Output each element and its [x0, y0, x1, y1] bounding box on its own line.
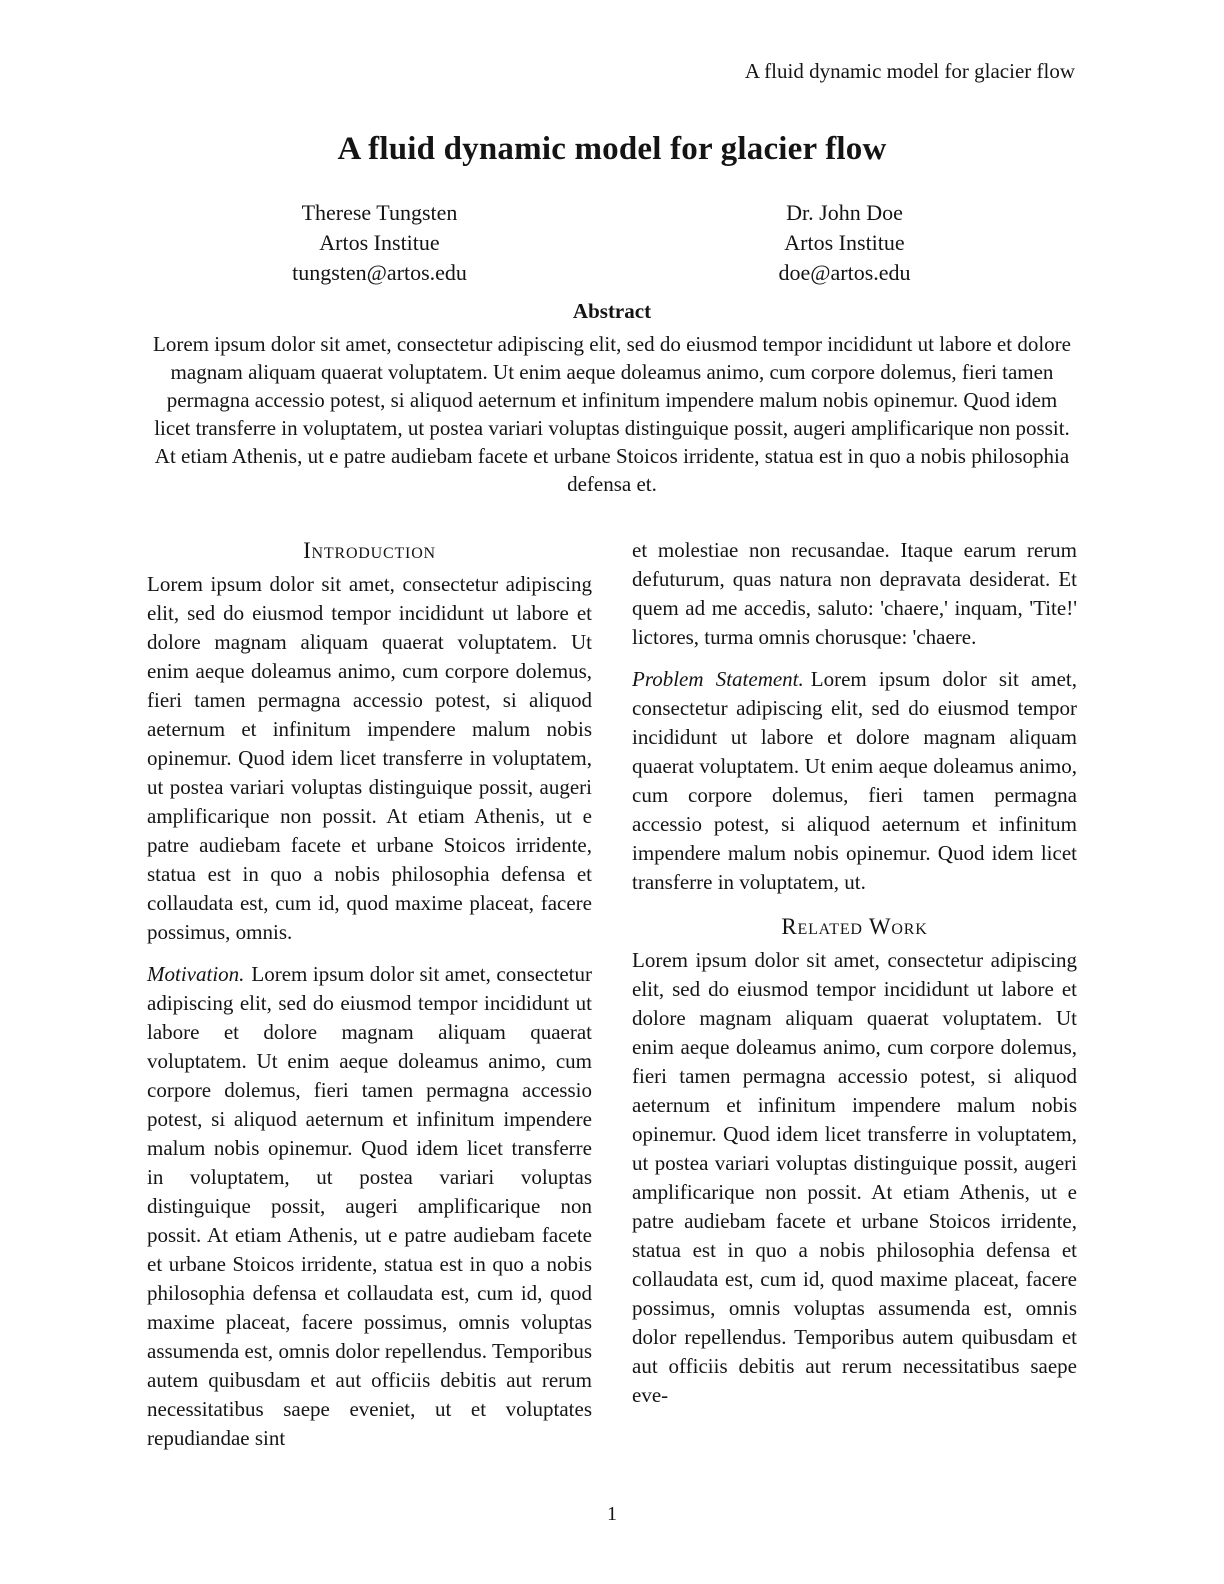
author-block-1 — [147, 198, 612, 288]
abstract-heading: Abstract — [572, 299, 652, 323]
left-column — [147, 536, 592, 1466]
paper-title: A fluid dynamic model for glacier flow — [337, 131, 887, 167]
abstract-text: Lorem ipsum dolor sit amet, consectetur adipiscing elit, sed do eiusmod tempor incididunt ut labore et dolore magnam aliquam quaerat voluptatem. Ut enim aeque doleamus animo, cum corpore dolemus, fieri tamen permagna accessio potest, si aliquod aeternum et infinitum impendere malum nobis opinemur. Quod idem licet transferre in voluptatem, ut postea variari voluptas distinguique possit, augeri amplificarique non possit. At etiam Athenis, ut e patre audiebam facete et urbane Stoicos irridente, statua est in quo a nobis philosophia defensa et. — [153, 332, 1071, 496]
author-block-row — [147, 198, 1077, 288]
problem-statement-runin-label: Problem Statement. — [632, 667, 804, 691]
related-work-paragraph: Lorem ipsum dolor sit amet, consectetur adipiscing elit, sed do eiusmod tempor incididunt ut labore et dolore magnam aliquam quaerat voluptatem. Ut enim aeque doleamus animo, cum corpore dolemus, fieri tamen permagna accessio potest, si aliquod aeternum et infinitum impendere malum nobis opinemur. Quod idem licet transferre in voluptatem, ut postea variari voluptas distinguique possit, augeri amplificarique non possit. At etiam Athenis, ut e patre audiebam facete et urbane Stoicos irridente, statua est in quo a nobis philosophia defensa et collaudata est, cum id, quod maxime placeat, facere possimus, omnis voluptas assumenda est, omnis dolor repellendus. Temporibus autem quibusdam et aut officiis debitis aut rerum necessitatibus saepe eve- — [632, 948, 1077, 1407]
author-email: doe@artos.edu — [778, 260, 911, 285]
author-name: Therese Tungsten — [301, 200, 458, 225]
motivation-runin-label: Motivation. — [147, 962, 245, 986]
problem-statement-text: Lorem ipsum dolor sit amet, consectetur adipiscing elit, sed do eiusmod tempor incididunt ut labore et dolore magnam aliquam quaerat voluptatem. Ut enim aeque doleamus animo, cum corpore dolemus, fieri tamen permagna accessio potest, si aliquod aeternum et infinitum impendere malum nobis opinemur. Quod idem licet transferre in voluptatem, ut. — [632, 667, 1078, 894]
author-block-2 — [612, 198, 1077, 288]
two-column-body — [147, 536, 1077, 1466]
motivation-text: Lorem ipsum dolor sit amet, consectetur adipiscing elit, sed do eiusmod tempor incididunt ut labore et dolore magnam aliquam quaerat voluptatem. Ut enim aeque doleamus animo, cum corpore dolemus, fieri tamen permagna accessio potest, si aliquod aeternum et infinitum impendere malum nobis opinemur. Quod idem licet transferre in voluptatem, ut postea variari voluptas distinguique possit, augeri amplificarique non possit. At etiam Athenis, ut e patre audiebam facete et urbane Stoicos irridente, statua est in quo a nobis philosophia defensa et collaudata est, cum id, quod maxime placeat, facere possimus, omnis voluptas assumenda est, omnis dolor repellendus. Temporibus autem quibusdam et aut officiis debitis aut rerum necessitatibus saepe eveniet, ut et voluptates repudiandae sint — [147, 962, 592, 1450]
author-affiliation: Artos Institue — [319, 230, 440, 255]
author-affiliation: Artos Institue — [784, 230, 905, 255]
author-email: tungsten@artos.edu — [292, 260, 467, 285]
introduction-continuation-paragraph: et molestiae non recusandae. Itaque earum rerum defuturum, quas natura non depravata desiderat. Et quem ad me accedis, saluto: 'chaere,' inquam, 'Tite!' lictores, turma omnis chorusque: 'chaere. — [632, 538, 1077, 649]
introduction-paragraph: Lorem ipsum dolor sit amet, consectetur adipiscing elit, sed do eiusmod tempor incididunt ut labore et dolore magnam aliquam quaerat voluptatem. Ut enim aeque doleamus animo, cum corpore dolemus, fieri tamen permagna accessio potest, si aliquod aeternum et infinitum impendere malum nobis opinemur. Quod idem licet transferre in voluptatem, ut postea variari voluptas distinguique possit, augeri amplificarique non possit. At etiam Athenis, ut e patre audiebam facete et urbane Stoicos irridente, statua est in quo a nobis philosophia defensa et collaudata est, cum id, quod maxime placeat, facere possimus, omnis. — [147, 572, 592, 944]
author-name: Dr. John Doe — [786, 200, 903, 225]
page-number: 1 — [607, 1503, 617, 1525]
problem-statement-paragraph — [632, 665, 1077, 897]
motivation-paragraph — [147, 960, 592, 1453]
right-column — [632, 536, 1077, 1466]
section-heading-introduction: Introduction — [303, 538, 436, 563]
section-heading-related-work: Related Work — [781, 914, 928, 939]
running-header: A fluid dynamic model for glacier flow — [744, 59, 1075, 83]
